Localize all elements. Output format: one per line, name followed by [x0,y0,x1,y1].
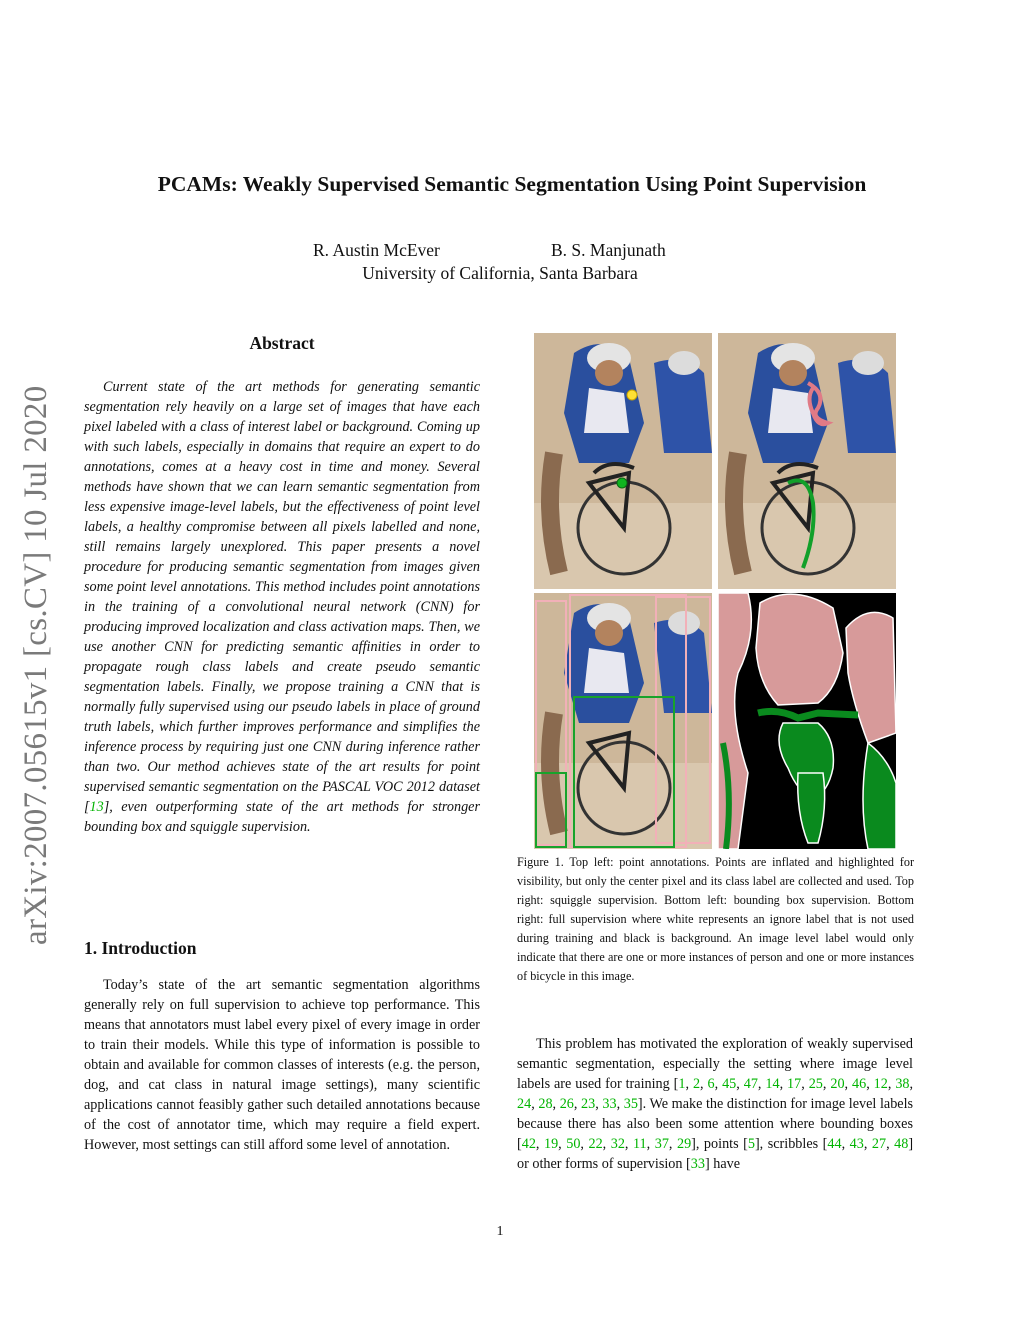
section-heading-introduction: 1. Introduction [84,938,197,958]
citation-link[interactable]: 22 [588,1136,603,1152]
citation-link[interactable]: 42 [521,1136,536,1152]
abstract-text: Current state of the art methods for generating semantic segmentation rely heavily on a large set of images that have each pixel labeled with a class of interest label or background. Coming up with such labels, especially in domains that require an expert to do annotations, comes at a heavy cost in time and money. Several methods have shown that we can learn semantic segmentation from less expensive image-level labels, but the effectiveness of point level labels, a healthy compromise between all pixels labelled and none, still remains largely unexplored. This paper presents a novel procedure for producing semantic segmentation from images given some point level annotations. This method includes point annotations in the training of a convolutional neural network (CNN) for producing improved localization and class activation maps. Then, we use another CNN for predicting semantic affinities in order to propagate rough class labels and create pseudo semantic segmentation labels. Finally, we propose training a CNN that is normally fully supervised using our pseudo labels in place of ground truth labels, which further improves performance and simplifies the inference process by requiring just one CNN during inference rather than two. Our method achieves state of the art results for point supervised semantic segmentation on the PASCAL VOC 2012 dataset [13], even outperforming state of the art methods for stronger bounding box and squiggle supervision. [84,379,480,835]
citation-link[interactable]: 5 [747,1136,755,1152]
citation-link[interactable]: 11 [632,1136,647,1152]
citation-link[interactable]: 46 [852,1076,867,1092]
citation-link[interactable]: 33 [602,1096,617,1112]
citation-link[interactable]: 29 [676,1136,692,1152]
person-point-marker [627,390,637,400]
citation-link[interactable]: 43 [849,1136,864,1152]
figure-1 [534,333,896,849]
cyclists-photo-squiggles [718,333,896,589]
citation-link[interactable]: 35 [623,1096,638,1112]
cyclists-photo-boxes [534,593,712,849]
figure-caption: Figure 1. Top left: point annotations. Points are inflated and highlighted for visibility, but only the center pixel and its class label are collected and used. Top right: squiggle supervision. Bottom left: bounding box supervision. Bottom right: full supervision where white represents an ignore label that is not used during training and black is background. An image level label would only indicate that there are one or more instances of person and one or more instances of bicycle in this image. [517,855,914,983]
citation-group-4: 44, 43, 27, 48 [827,1136,909,1152]
arxiv-watermark: arXiv:2007.05615v1 [cs.CV] 10 Jul 2020 [18,385,54,945]
panel-full-supervision [718,593,896,849]
citation-link[interactable]: 17 [787,1076,802,1092]
citation-link[interactable]: 47 [743,1076,758,1092]
citation-link[interactable]: 23 [581,1096,596,1112]
panel-squiggle-supervision [718,333,896,589]
citation-link[interactable]: 1 [678,1076,686,1092]
citation-group-3 [748,1136,755,1152]
citation-link[interactable]: 13 [89,799,104,815]
right-column-paragraph: This problem has motivated the exploration of weakly supervised semantic segmentation, especially the setting where image level labels are used for training [1, 2, 6, 45, 47, 14, 17, 25, 20, 46, 12, 38, 24, 28, 26, 23, 33, 35]. We make the distinction for image level labels because there has also been some attention where bounding boxes [42, 19, 50, 22, 32, 11, 37, 29], points [5], scribbles [44, 43, 27, 48] or other forms of supervision [33] have [517,1036,914,1172]
citation-link[interactable]: 20 [830,1076,845,1092]
page-number: 1 [496,1224,504,1239]
citation-link[interactable]: 27 [871,1136,887,1152]
citation-link[interactable]: 33 [690,1156,705,1172]
citation-link[interactable]: 2 [692,1076,701,1092]
citation-link[interactable]: 25 [808,1076,823,1092]
author-2: B. S. Manjunath [551,240,666,260]
citation-link[interactable]: 26 [559,1096,574,1112]
citation-link[interactable]: 50 [566,1136,581,1152]
citation-link[interactable]: 14 [765,1076,780,1092]
paper-title: PCAMs: Weakly Supervised Semantic Segmentation Using Point Supervision [157,172,867,196]
citation-link[interactable]: 44 [827,1136,842,1152]
introduction-paragraph: Today’s state of the art semantic segmentation algorithms generally rely on full supervision to achieve top performance. This means that annotators must label every pixel of every image in order to train their models. While this type of information is possible to obtain and available for common classes of interests (e.g. the person, dog, and cat class in natural image settings), many scientific applications cannot feasibly gather such detailed annotations because of the cost of annotator time, which may require a field expert. However, most settings can still afford some level of annotation. [84,977,480,1153]
affiliation: University of California, Santa Barbara [362,263,638,283]
segmentation-mask [718,593,896,849]
citation-link[interactable]: 6 [707,1076,715,1092]
panel-bounding-box-supervision [534,593,712,849]
citation-link[interactable]: 38 [895,1076,910,1092]
bicycle-point-marker [617,478,627,488]
citation-link[interactable]: 12 [873,1076,888,1092]
abstract-heading: Abstract [249,333,315,353]
citation-link[interactable]: 28 [538,1096,553,1112]
cyclists-photo-points [534,333,712,589]
citation-link[interactable]: 37 [654,1136,669,1152]
citation-group-2: 42, 19, 50, 22, 32, 11, 37, 29 [521,1136,692,1152]
citation-link[interactable]: 45 [722,1076,737,1092]
citation-link[interactable]: 19 [543,1136,559,1152]
panel-point-annotations [534,333,712,589]
citation-group-1: 1, 2, 6, 45, 47, 14, 17, 25, 20, 46, 12, 38, 24, 28, 26, 23, 33, 35 [517,1076,914,1112]
citation-link[interactable]: 48 [894,1136,909,1152]
citation-link[interactable]: 24 [517,1096,532,1112]
citation-group-5 [691,1156,705,1172]
author-1: R. Austin McEver [313,240,440,260]
citation-link[interactable]: 32 [610,1136,625,1152]
